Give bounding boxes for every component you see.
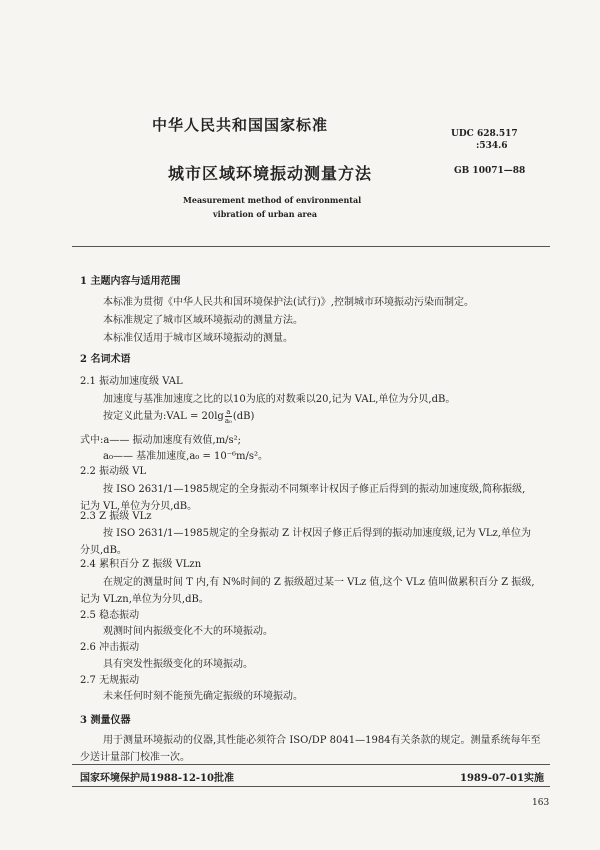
section-3-text-line-2: 少送计量部门校准一次。 [80,752,190,763]
definition-2-6-text: 具有突发性振级变化的环境振动。 [103,659,253,670]
definition-2-7-heading: 2.7 无规振动 [80,675,140,686]
definition-2-6-heading: 2.6 冲击振动 [80,642,140,653]
definition-2-2-text-line-1: 按 ISO 2631/1—1985规定的全身振动不同频率计权因子修正后得到的振动加速度级,简称振级, [103,484,526,495]
udc-line-2: :534.6 [476,141,508,151]
implementation-date: 1989-07-01实施 [460,773,544,784]
definition-2-5-text: 观测时间内振级变化不大的环境振动。 [103,626,273,637]
definition-2-1-where-1: 式中:a—— 振动加速度有效值,m/s²; [80,435,242,446]
section-1-heading: 1 主题内容与适用范围 [80,276,181,287]
footer-bottom-rule [72,786,550,787]
english-title-line-1: Measurement method of environmental [183,195,362,205]
gb-number: GB 10071—88 [454,166,526,176]
definition-2-4-text-line-2: 记为 VLzn,单位为分贝,dB。 [80,594,209,605]
section-3-text-line-1: 用于测量环境振动的仪器,其性能必须符合 ISO/DP 8041—1984有关条款的规定。测量系统每年至 [103,735,541,746]
section-1-paragraph-3: 本标准仅适用于城市区域环境振动的测量。 [103,333,293,344]
section-2-heading: 2 名词术语 [80,354,131,365]
definition-2-4-heading: 2.4 累积百分 Z 振级 VLzn [80,559,202,570]
national-standard-label: 中华人民共和国国家标准 [152,116,329,134]
page-number: 163 [532,798,550,808]
approval-date: 国家环境保护局1988-12-10批准 [80,773,234,784]
english-title-line-2: vibration of urban area [213,209,317,219]
definition-2-5-heading: 2.5 稳态振动 [80,610,140,621]
definition-2-1-where-2: a₀—— 基准加速度,a₀ = 10⁻⁶m/s²。 [103,451,269,462]
formula-suffix: (dB) [232,411,255,422]
definition-2-1-text: 加速度与基准加速度之比的以10为底的对数乘以20,记为 VAL,单位为分贝,dB。 [103,394,456,405]
formula-numerator: a [226,408,231,416]
footer-rule [72,764,550,765]
header-rule [72,246,550,247]
definition-2-3-text-line-1: 按 ISO 2631/1—1985规定的全身振动 Z 计权因子修正后得到的振动加速度级,记为 VLz,单位为 [103,528,531,539]
definition-2-1-heading: 2.1 振动加速度级 VAL [80,376,183,387]
section-1-paragraph-1: 本标准为贯彻《中华人民共和国环境保护法(试行)》,控制城市环境振动污染而制定。 [103,297,474,308]
udc-line-1: UDC 628.517 [451,129,518,139]
definition-2-1-formula [103,407,254,425]
formula-denominator: a₀ [224,417,232,425]
definition-2-3-heading: 2.3 Z 振级 VLz [80,511,152,522]
formula-fraction [225,408,232,425]
definition-2-4-text-line-1: 在规定的测量时间 T 内,有 N%时间的 Z 振级超过某一 VLz 值,这个 VLz 值叫做累积百分 Z 振级, [103,577,535,588]
definition-2-2-heading: 2.2 振动级 VL [80,466,147,477]
section-3-heading: 3 测量仪器 [80,715,131,726]
section-1-paragraph-2: 本标准规定了城市区域环境振动的测量方法。 [103,315,303,326]
definition-2-2-text-line-2: 记为 VL,单位为分贝,dB。 [80,501,198,512]
formula-prefix: 按定义此量为:VAL = 20lg [103,411,224,422]
definition-2-7-text: 未来任何时刻不能预先确定振级的环境振动。 [103,691,303,702]
definition-2-3-text-line-2: 分贝,dB。 [80,545,127,556]
document-title: 城市区域环境振动测量方法 [168,164,373,183]
